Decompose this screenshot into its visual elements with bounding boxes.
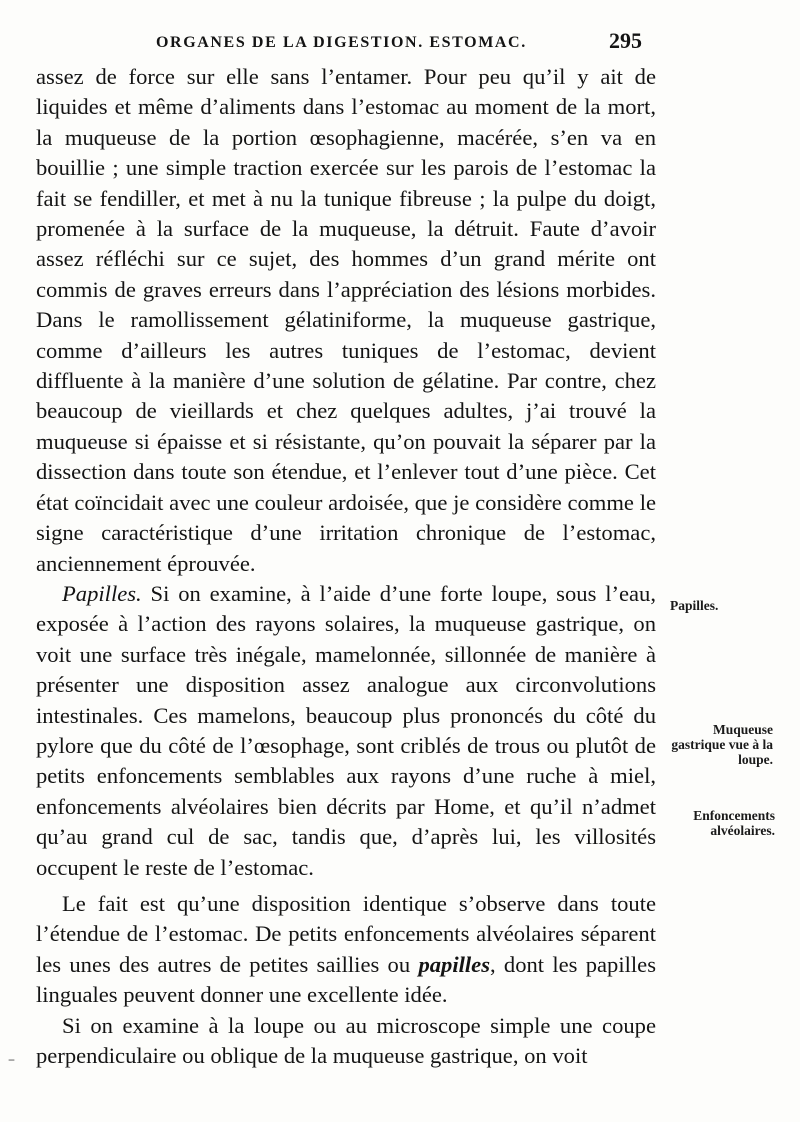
paragraph-4: Si on examine à la loupe ou au microscope simple une coupe perpendiculaire ou oblique de la muqueuse gastrique, on voit <box>36 1012 656 1068</box>
paragraph-text: Si on examine, à l’aide d’une forte loupe, sous l’eau, exposée à l’action des rayons solaires, la muqueuse gastrique, on voit une surface très inégale, mamelonnée, sillonnée de manière à présenter une disposition assez analogue aux circonvolutions intestinales. Ces mamelons, beaucoup plus prononcés du côté du pylore que du côté de l’œsophage, sont criblés de trous ou plutôt de petits enfoncements semblables aux rayons d’une ruche à miel, enfoncements alvéolaires bien décrits par Home, et qu’il n’admet qu’au grand cul de sac, tandis que, d’après lui, les villosités occupent le reste de l’estomac. <box>36 580 656 880</box>
paragraph-papilles <box>36 579 656 883</box>
margin-note-muqueuse: Muqueuse gastrique vue à la loupe. <box>671 722 773 767</box>
page-number: 295 <box>609 28 642 53</box>
term-papilles: papilles <box>418 951 490 977</box>
paragraph-text: Le fait est qu’une disposition identique s’observe dans toute l’étendue de l’estomac. De petits enfoncements alvéolaires séparent les unes des autres de petites saillies ou <box>36 890 656 977</box>
margin-note-papilles: Papilles. <box>670 598 719 613</box>
paragraph-text: , dont les papilles linguales peuvent donner une excellente idée. <box>36 951 656 1008</box>
margin-note-enfoncements: Enfoncements alvéolaires. <box>693 808 775 838</box>
paragraph-1: assez de force sur elle sans l’entamer. Pour peu qu’il y ait de liquides et même d’aliments dans l’estomac au moment de la mort, la muqueuse de la portion œsophagienne, macérée, s’en va en bouillie ; une simple traction exercée sur les parois de l’estomac la fait se fendiller, et met à nu la tunique fibreuse ; la pulpe du doigt, promenée à la surface de la muqueuse, la détruit. Faute d’avoir assez réfléchi sur ce sujet, des hommes d’un grand mérite ont commis de graves erreurs dans l’appréciation des lésions morbides. Dans le ramollissement gélatiniforme, la muqueuse gastrique, comme d’ailleurs les autres tuniques de l’estomac, devient diffluente à la manière d’une solution de gélatine. Par contre, chez beaucoup de vieillards et chez quelques adultes, j’ai trouvé la muqueuse si épaisse et si résistante, qu’on pouvait la séparer par la dissection dans toute son étendue, et l’enlever tout d’une pièce. Cet état coïncidait avec une couleur ardoisée, que je considère comme le signe caractéristique d’une irritation chronique de l’estomac, anciennement éprouvée. <box>36 64 656 576</box>
paragraph-3 <box>36 889 656 1011</box>
running-title: ORGANES DE LA DIGESTION. ESTOMAC. <box>156 34 527 51</box>
body-text <box>36 62 656 1071</box>
stray-mark: – <box>8 1052 15 1068</box>
paragraph-lead: Papilles. <box>62 580 142 606</box>
running-head <box>150 28 650 58</box>
